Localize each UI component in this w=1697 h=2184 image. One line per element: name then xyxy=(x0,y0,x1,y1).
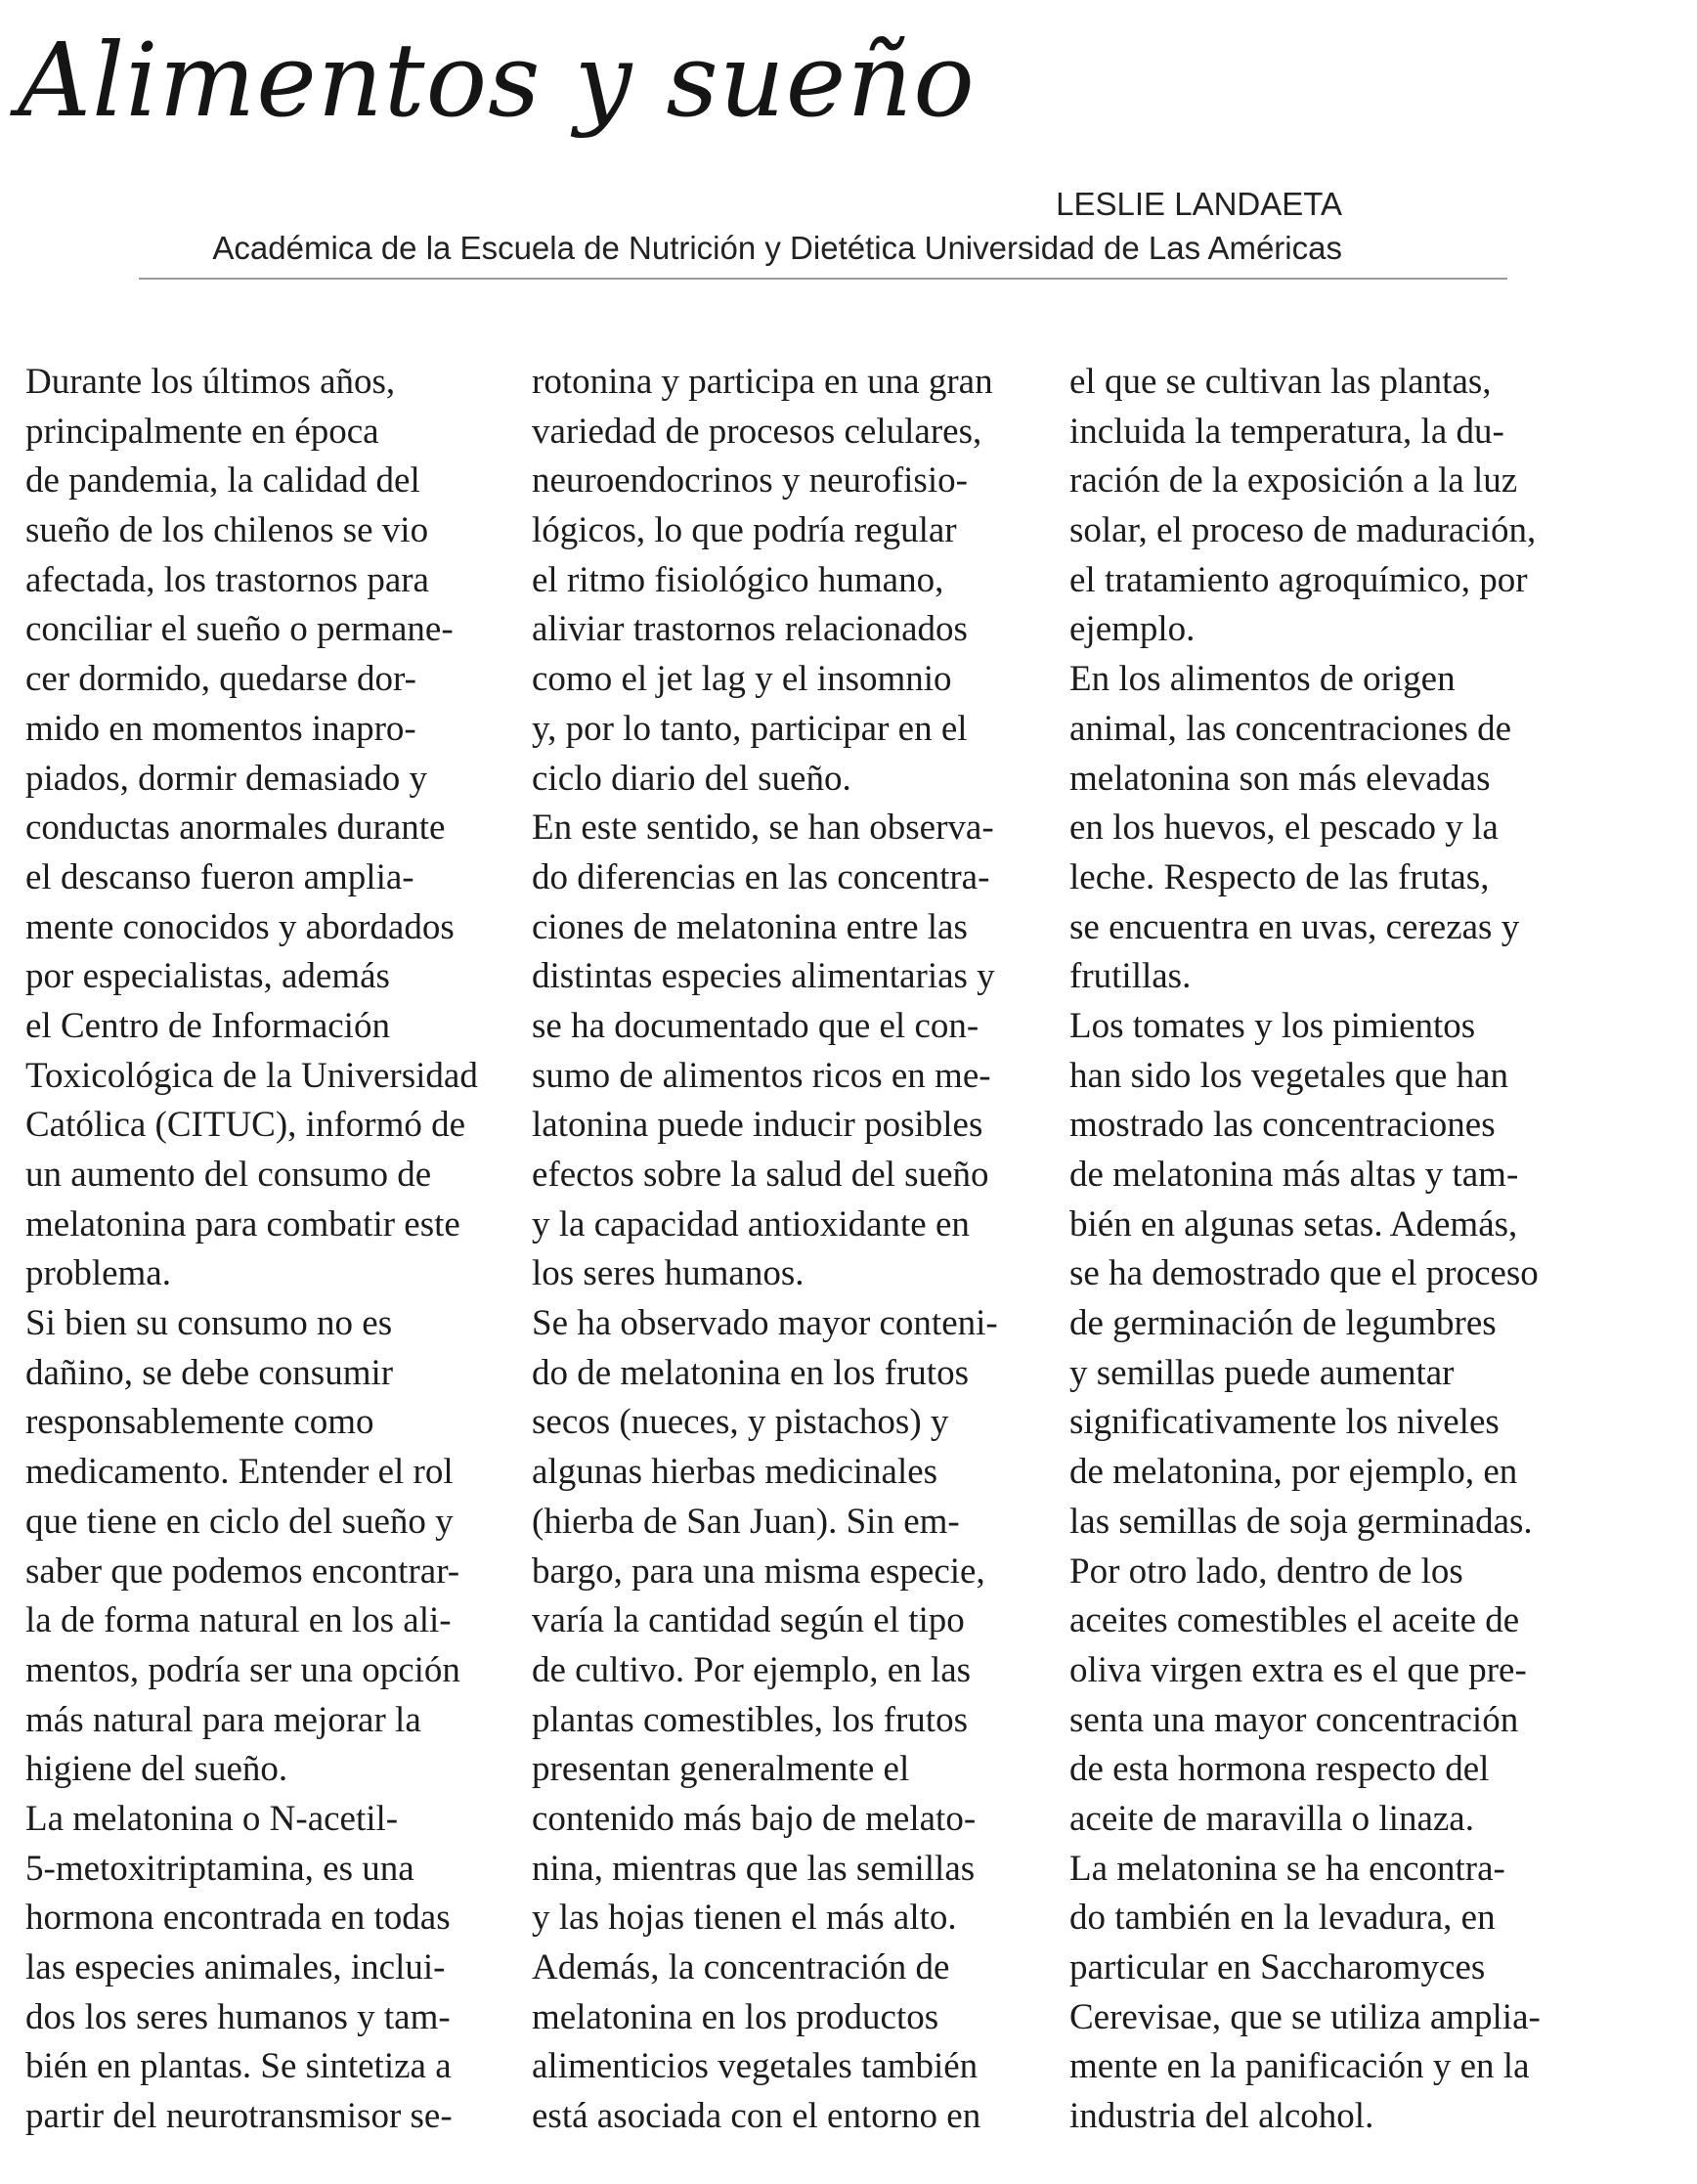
text-line: el ritmo fisiológico humano, xyxy=(532,559,944,600)
text-line: mostrado las concentraciones xyxy=(1069,1105,1496,1146)
text-line: han sido los vegetales que han xyxy=(1069,1055,1509,1096)
text-line: secos (nueces, y pistachos) y xyxy=(532,1402,949,1443)
text-line: incluida la temperatura, la du- xyxy=(1069,411,1504,452)
text-line: neuroendocrinos y neurofisio- xyxy=(532,460,968,502)
text-line: do también en la levadura, en xyxy=(1069,1898,1496,1939)
text-line: plantas comestibles, los frutos xyxy=(532,1699,968,1740)
text-line: saber que podemos encontrar- xyxy=(25,1551,460,1592)
text-line: cer dormido, quedarse dor- xyxy=(25,659,416,700)
text-line: Durante los últimos años, xyxy=(25,362,396,402)
text-line: (hierba de San Juan). Sin em- xyxy=(532,1501,960,1542)
text-line: y semillas puede aumentar xyxy=(1069,1352,1455,1393)
text-line: nina, mientras que las semillas xyxy=(532,1848,976,1889)
byline xyxy=(212,182,1342,270)
text-line: mido en momentos inapro- xyxy=(25,708,416,749)
text-line: bargo, para una misma especie, xyxy=(532,1551,985,1592)
text-line: En los alimentos de origen xyxy=(1069,659,1456,700)
text-line: por especialistas, además xyxy=(25,956,390,997)
text-line: melatonina en los productos xyxy=(532,1996,939,2037)
text-line: particular en Saccharomyces xyxy=(1069,1947,1486,1987)
text-line: bién en plantas. Se sintetiza a xyxy=(25,2046,452,2087)
text-line: bién en algunas setas. Además, xyxy=(1069,1203,1518,1245)
text-line: senta una mayor concentración xyxy=(1069,1699,1519,1740)
text-line: higiene del sueño. xyxy=(25,1749,288,1790)
text-line: y la capacidad antioxidante en xyxy=(532,1203,970,1245)
text-line: La melatonina o N-acetil- xyxy=(25,1798,399,1839)
text-line: sumo de alimentos ricos en me- xyxy=(532,1055,991,1096)
text-line: el descanso fueron amplia- xyxy=(25,856,414,897)
text-line: de germinación de legumbres xyxy=(1069,1303,1497,1344)
text-line: dos los seres humanos y tam- xyxy=(25,1996,451,2037)
text-line: principalmente en época xyxy=(25,411,379,452)
author-affiliation: Académica de la Escuela de Nutrición y Dietética Universidad de Las Américas xyxy=(212,230,1342,266)
text-line: sueño de los chilenos se vio xyxy=(25,510,429,551)
text-line: aliviar trastornos relacionados xyxy=(532,609,968,650)
text-line: los seres humanos. xyxy=(532,1253,805,1294)
text-line: conciliar el sueño o permane- xyxy=(25,609,454,650)
article-title: Alimentos y sueño xyxy=(18,21,976,140)
text-line: afectada, los trastornos para xyxy=(25,559,429,600)
text-line: medicamento. Entender el rol xyxy=(25,1452,454,1493)
text-line: Toxicológica de la Universidad xyxy=(25,1055,478,1096)
text-line: las especies animales, inclui- xyxy=(25,1947,446,1987)
text-line: se encuentra en uvas, cerezas y xyxy=(1069,906,1520,947)
text-line: Si bien su consumo no es xyxy=(25,1303,393,1344)
text-line: significativamente los niveles xyxy=(1069,1402,1500,1443)
article-column-3 xyxy=(1069,358,1541,2142)
text-line: La melatonina se ha encontra- xyxy=(1069,1848,1505,1889)
text-line: las semillas de soja germinadas. xyxy=(1069,1501,1533,1542)
text-line: está asociada con el entorno en xyxy=(532,2096,981,2137)
text-line: dañino, se debe consumir xyxy=(25,1352,394,1393)
text-line: frutillas. xyxy=(1069,956,1192,997)
text-line: 5-metoxitriptamina, es una xyxy=(25,1848,414,1889)
text-line: alimenticios vegetales también xyxy=(532,2046,979,2087)
text-line: Además, la concentración de xyxy=(532,1947,950,1987)
text-line: solar, el proceso de maduración, xyxy=(1069,510,1537,551)
text-line: Se ha observado mayor conteni- xyxy=(532,1303,998,1344)
text-line: variedad de procesos celulares, xyxy=(532,411,982,452)
text-line: latonina puede inducir posibles xyxy=(532,1105,983,1146)
text-line: la de forma natural en los ali- xyxy=(25,1600,452,1641)
text-line: mente conocidos y abordados xyxy=(25,906,455,947)
text-line: más natural para mejorar la xyxy=(25,1699,421,1740)
text-line: el que se cultivan las plantas, xyxy=(1069,362,1492,402)
text-line: y las hojas tienen el más alto. xyxy=(532,1898,957,1939)
text-line: aceites comestibles el aceite de xyxy=(1069,1600,1520,1641)
text-line: y, por lo tanto, participar en el xyxy=(532,708,968,749)
text-line: ciones de melatonina entre las xyxy=(532,906,968,947)
text-line: hormona encontrada en todas xyxy=(25,1898,451,1939)
article-column-1 xyxy=(25,358,478,2142)
text-line: efectos sobre la salud del sueño xyxy=(532,1155,989,1195)
text-line: problema. xyxy=(25,1253,171,1294)
text-line: aceite de maravilla o linaza. xyxy=(1069,1798,1474,1839)
text-line: partir del neurotransmisor se- xyxy=(25,2096,453,2137)
author-name: LESLIE LANDAETA xyxy=(1056,186,1342,222)
header-divider xyxy=(139,278,1507,280)
text-line: industria del alcohol. xyxy=(1069,2096,1374,2137)
text-line: que tiene en ciclo del sueño y xyxy=(25,1501,454,1542)
text-line: el tratamiento agroquímico, por xyxy=(1069,559,1528,600)
text-line: de cultivo. Por ejemplo, en las xyxy=(532,1649,972,1690)
text-line: animal, las concentraciones de xyxy=(1069,708,1512,749)
text-line: oliva virgen extra es el que pre- xyxy=(1069,1649,1527,1690)
text-line: leche. Respecto de las frutas, xyxy=(1069,856,1490,897)
text-line: en los huevos, el pescado y la xyxy=(1069,808,1499,849)
text-line: Católica (CITUC), informó de xyxy=(25,1105,466,1146)
text-line: de melatonina más altas y tam- xyxy=(1069,1155,1519,1195)
text-line: mentos, podría ser una opción xyxy=(25,1649,460,1690)
text-line: algunas hierbas medicinales xyxy=(532,1452,938,1493)
text-line: ración de la exposición a la luz xyxy=(1069,460,1518,502)
text-line: Por otro lado, dentro de los xyxy=(1069,1551,1463,1592)
text-line: distintas especies alimentarias y xyxy=(532,956,995,997)
text-line: contenido más bajo de melato- xyxy=(532,1798,977,1839)
text-line: ciclo diario del sueño. xyxy=(532,758,851,799)
text-line: se ha documentado que el con- xyxy=(532,1005,979,1046)
text-line: el Centro de Información xyxy=(25,1005,390,1046)
text-line: Cerevisae, que se utiliza amplia- xyxy=(1069,1996,1541,2037)
text-line: mente en la panificación y en la xyxy=(1069,2046,1530,2087)
text-line: Los tomates y los pimientos xyxy=(1069,1005,1476,1046)
text-line: do de melatonina en los frutos xyxy=(532,1352,969,1393)
text-line: do diferencias en las concentra- xyxy=(532,856,990,897)
text-line: melatonina son más elevadas xyxy=(1069,758,1491,799)
text-line: piados, dormir demasiado y xyxy=(25,758,428,799)
text-line: En este sentido, se han observa- xyxy=(532,808,994,849)
text-line: presentan generalmente el xyxy=(532,1749,910,1790)
text-line: melatonina para combatir este xyxy=(25,1203,460,1245)
text-line: como el jet lag y el insomnio xyxy=(532,659,952,700)
text-line: conductas anormales durante xyxy=(25,808,446,849)
text-line: un aumento del consumo de xyxy=(25,1155,432,1195)
text-line: de pandemia, la calidad del xyxy=(25,460,420,502)
text-line: rotonina y participa en una gran xyxy=(532,362,993,402)
text-line: de esta hormona respecto del xyxy=(1069,1749,1490,1790)
article-column-2 xyxy=(532,358,998,2142)
text-line: de melatonina, por ejemplo, en xyxy=(1069,1452,1518,1493)
text-line: ejemplo. xyxy=(1069,609,1196,650)
text-line: se ha demostrado que el proceso xyxy=(1069,1253,1539,1294)
text-line: varía la cantidad según el tipo xyxy=(532,1600,965,1641)
text-line: responsablemente como xyxy=(25,1402,374,1443)
text-line: lógicos, lo que podría regular xyxy=(532,510,957,551)
